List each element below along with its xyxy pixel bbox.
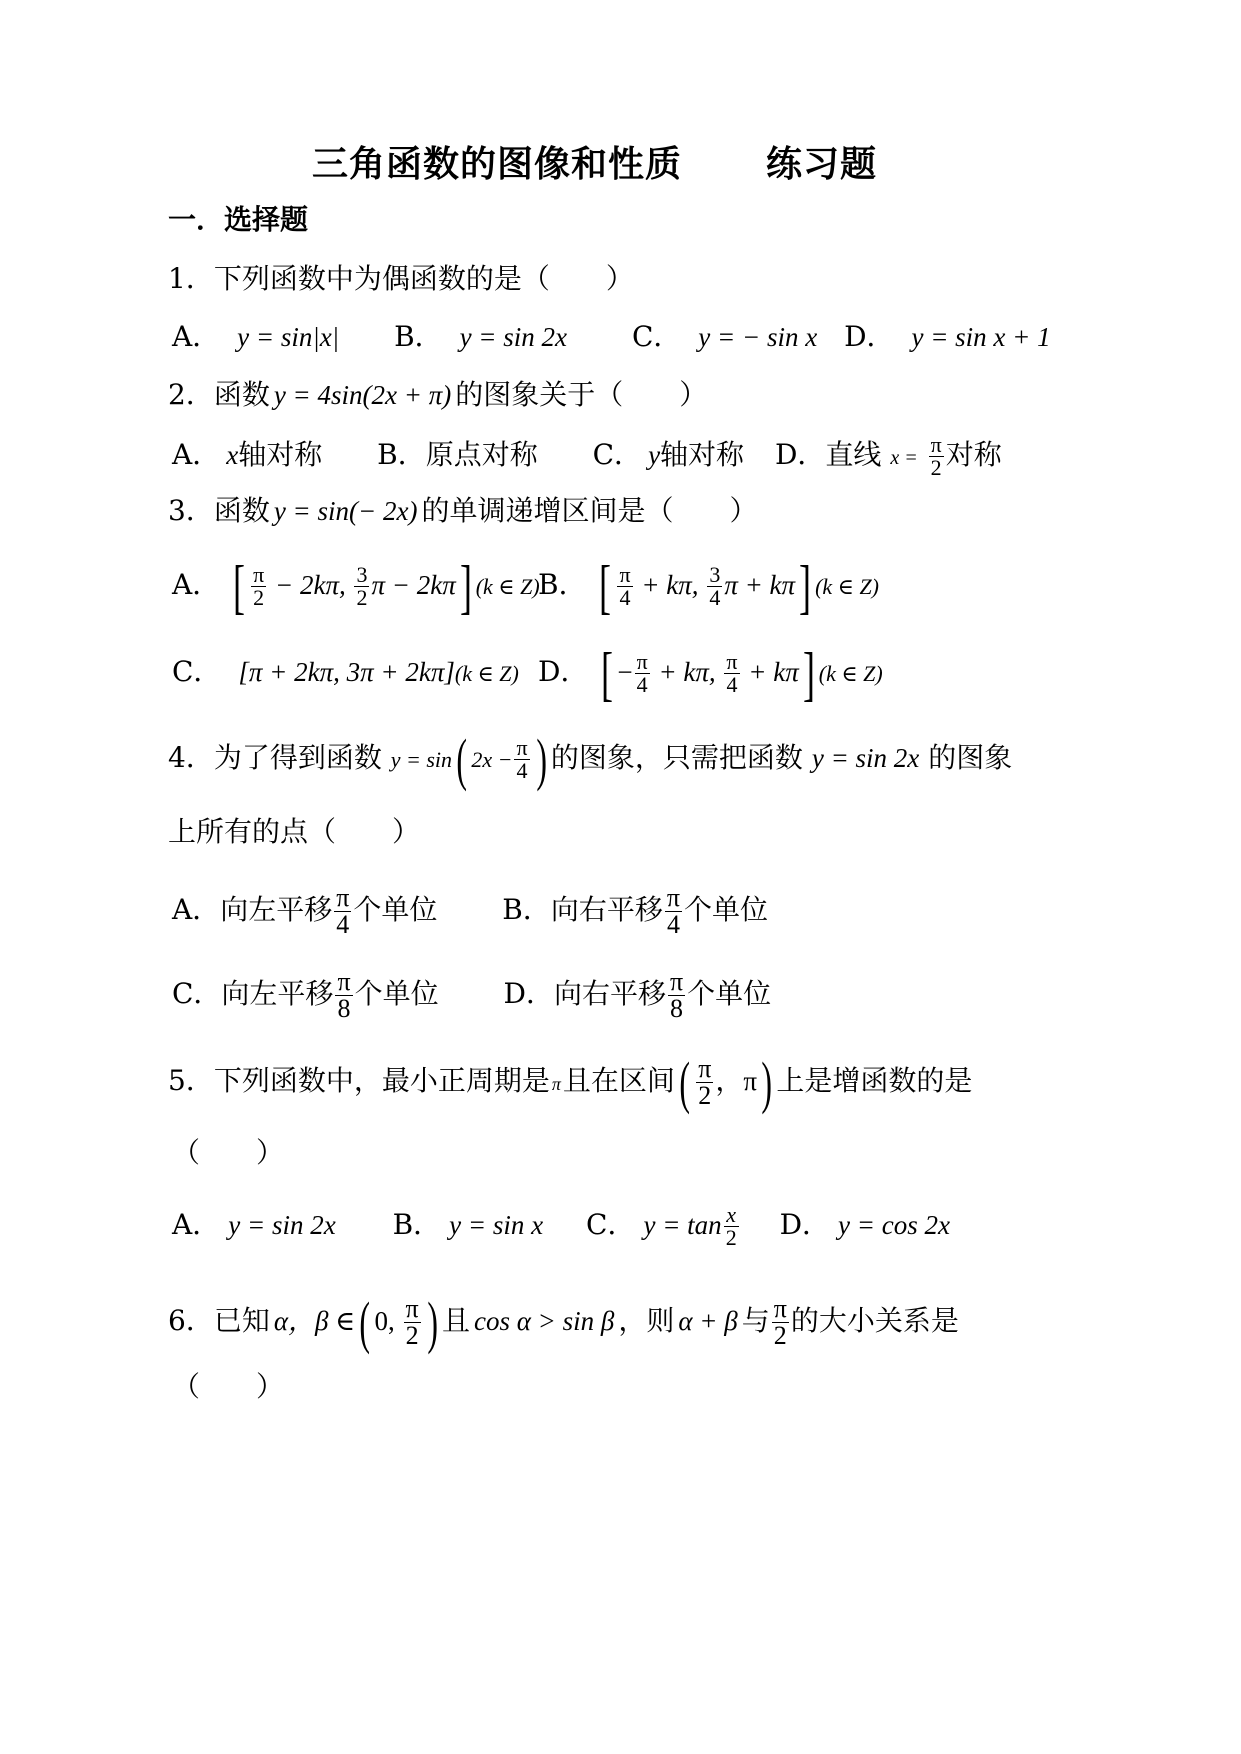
q1-a-expr: y = sin|x| [237,322,340,352]
q1-b-expr: y = sin 2x [459,322,568,352]
q2-options: A． x轴对称 B．原点对称 C． y轴对称 D．直线 x = $\frac{\pi}{2}$ 对称 [172,432,1002,480]
q1-options [172,320,1051,354]
section-heading: 一．选择题 [168,203,309,236]
q1-d-label: D． [844,320,895,353]
page-title-suffix: 练习题 [766,143,878,185]
q3-option-c: C． [π + 2kπ, 3π + 2kπ](k ∈ Z) [172,655,519,688]
q5-paren: （ ） [172,1136,285,1169]
q3-option-a: A． [ $\frac{\pi}{2}$ − 2kπ, $\frac{3}{2}$ π − 2kπ] (k ∈ Z) [172,553,540,620]
q3-expr: y = sin(− 2x) [273,496,418,526]
q6-paren: （ ） [172,1370,285,1403]
q4-options-ab: A．向左平移 $\frac{\pi}{4}$ 个单位 B．向右平移 $\frac{\pi}{4}$ 个单位 [172,883,769,939]
q3-option-d: D． [ − $\frac{\pi}{4}$ + kπ, $\frac{\pi}{4}$ + kπ] (k ∈ Z) [538,640,883,707]
q2-expr: y = 4sin(2x + π) [273,380,452,410]
page-title: 三角函数的图像和性质 练习题 [312,143,878,185]
q1-b-label: B． [394,320,443,353]
q1-c-expr: y = − sin x [698,322,818,352]
q6-stem: 6．已知 α，β ∈( 0, $\frac{\pi}{2}$ ) 且 cos α > sin β ，则 α + β 与 $\frac{\pi}{2}$ 的大小关系是 [168,1289,959,1355]
q2-stem: 2．函数 y = 4sin(2x + π) 的图象关于（ ） [168,378,708,411]
q4-stem: 4．为了得到函数 y = sin( 2x − $\frac{\pi}{4}$ ) 的图象，只需把函数 y = sin 2x 的图象 [168,726,1013,792]
q4-stem-line2: 上所有的点（ ） [168,815,421,848]
q2-d-fraction: $\frac{\pi}{2}$ [930,432,942,480]
q1-stem: 1．下列函数中为偶函数的是（ ） [168,262,634,295]
q5-options: A． y = sin 2x B． y = sin x C． y = tan $\frac{x}{2}$ D． y = cos 2x [172,1202,950,1250]
q1-c-label: C． [631,320,682,353]
q3-option-b: B． [ $\frac{\pi}{4}$ + kπ, $\frac{3}{4}$ π + kπ] (k ∈ Z) [538,553,879,620]
q1-d-expr: y = sin x + 1 [911,322,1051,352]
q4-options-cd: C．向左平移 $\frac{\pi}{8}$ 个单位 D．向右平移 $\frac{\pi}{8}$ 个单位 [172,967,772,1023]
q3-stem: 3．函数 y = sin(− 2x) 的单调递增区间是（ ） [168,494,758,527]
q1-a-label: A． [172,320,221,353]
q5-stem: 5．下列函数中，最小正周期是 π且在区间( $\frac{\pi}{2}$ ，π) 上是增函数的是 [168,1049,973,1115]
